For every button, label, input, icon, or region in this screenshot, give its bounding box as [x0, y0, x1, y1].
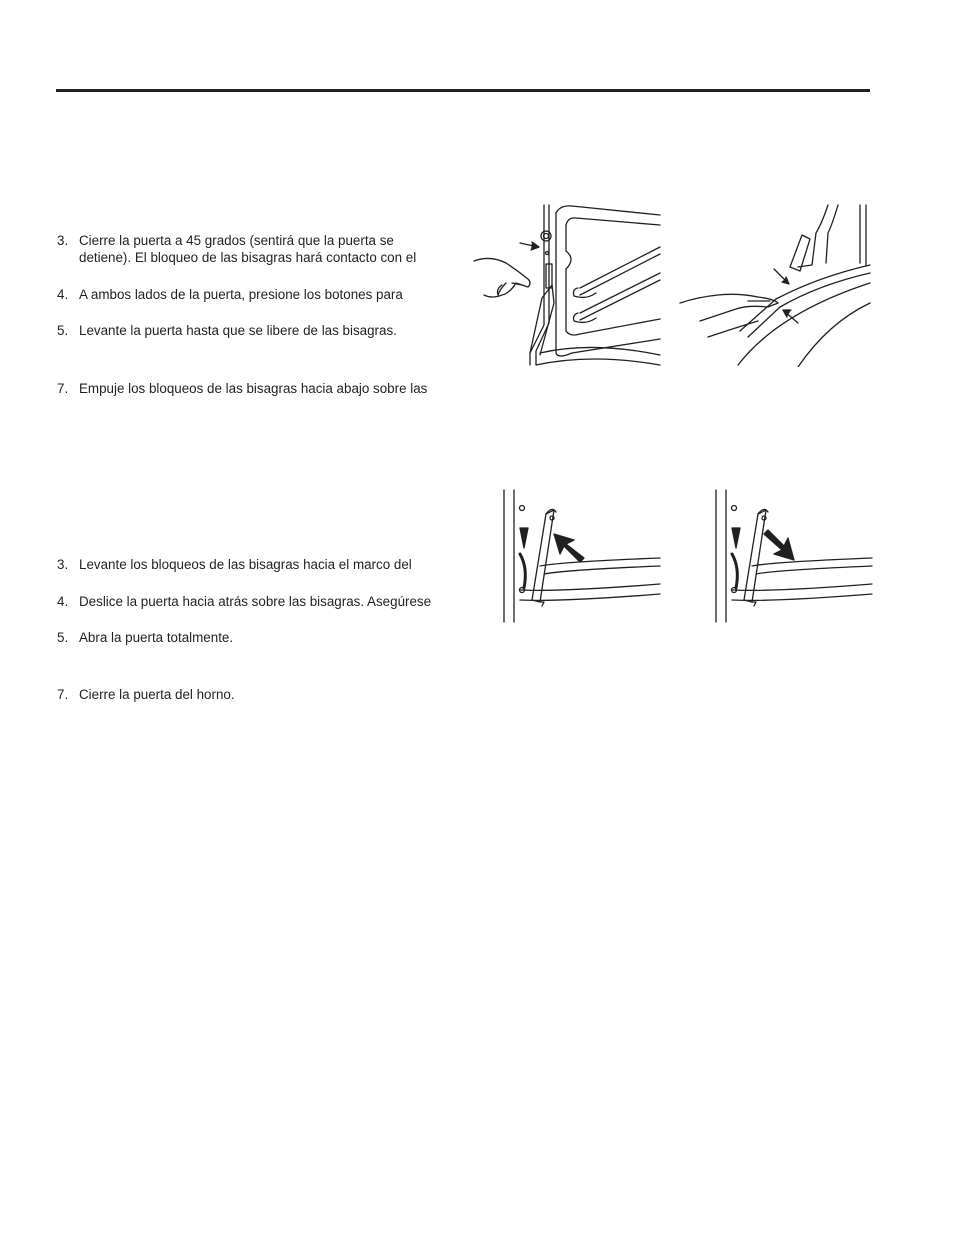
header-rule	[56, 89, 870, 92]
figure-press-hinge-button	[472, 203, 664, 367]
replacement-step-5: 5. Abra la puerta totalmente.	[57, 630, 234, 645]
figure-hinge-lock-down	[712, 488, 874, 624]
replacement-step-3: 3. Levante los bloqueos de las bisagras hacia el marco del	[57, 557, 412, 572]
figure-hinge-lock-up	[500, 488, 662, 624]
replacement-step-4: 4. Deslice la puerta hacia atrás sobre las bisagras. Asegúrese	[57, 594, 432, 609]
replacement-step-7: 7. Cierre la puerta del horno.	[57, 687, 235, 702]
figure-lift-door	[678, 203, 872, 367]
removal-step-5: 5. Levante la puerta hasta que se libere de las bisagras.	[57, 323, 397, 338]
removal-step-3: 3. Cierre la puerta a 45 grados (sentirá que la puerta se detiene). El bloqueo de las bisagras hará contacto con el	[57, 233, 417, 265]
removal-step-4: 4. A ambos lados de la puerta, presione los botones para	[57, 287, 403, 302]
removal-step-7: 7. Empuje los bloqueos de las bisagras hacia abajo sobre las	[57, 381, 428, 396]
